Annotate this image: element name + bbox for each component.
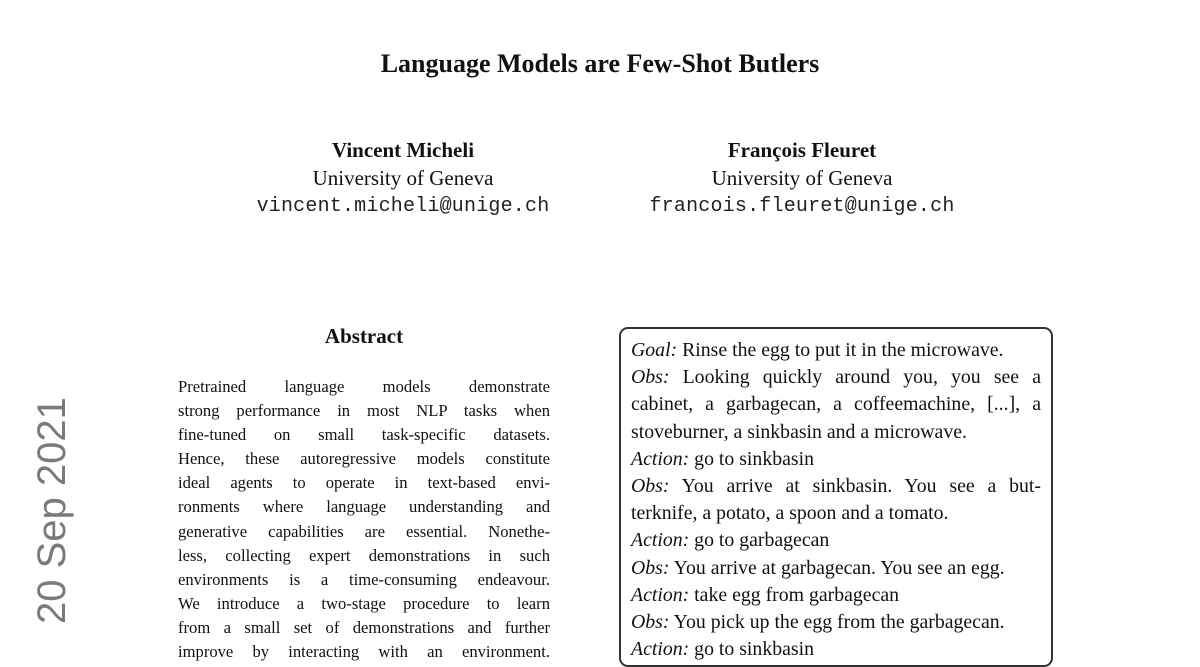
abstract-line: strong performance in most NLP tasks when xyxy=(178,401,550,421)
trace-text: stoveburner, a sinkbasin and a microwave. xyxy=(631,420,967,443)
trace-label: Action: xyxy=(631,638,690,661)
author-name: François Fleuret xyxy=(727,138,877,162)
author-email: francois.fleuret@unige.ch xyxy=(649,195,955,218)
trace-line xyxy=(631,527,1041,554)
trace-label: Goal: xyxy=(631,339,678,361)
trace-text: Looking quickly around you, you see a xyxy=(669,366,1041,389)
abstract-line: environments is a time-consuming endeavour. xyxy=(178,569,550,589)
trace-text: You pick up the egg from the garbagecan. xyxy=(669,611,1005,634)
trace-text: take egg from garbagecan xyxy=(689,583,900,606)
trace-line xyxy=(631,636,1041,663)
trace-text: You arrive at sinkbasin. You see a but- xyxy=(669,475,1041,498)
example-trace-box xyxy=(619,327,1053,667)
author-email: vincent.micheli@unige.ch xyxy=(256,195,550,218)
trace-text: Rinse the egg to put it in the microwave. xyxy=(677,339,1004,361)
abstract-body xyxy=(178,375,550,664)
trace-line xyxy=(631,555,1041,582)
abstract-line: improve by interacting with an environment. xyxy=(178,642,550,662)
abstract-line: generative capabilities are essential. Nonethe- xyxy=(178,521,550,541)
abstract-line: Pretrained language models demonstrate xyxy=(178,377,550,396)
abstract-line: Hence, these autoregressive models constitute xyxy=(178,449,550,469)
trace-label: Obs: xyxy=(631,475,670,498)
arxiv-date-stamp: 20 Sep 2021 xyxy=(30,397,74,624)
author-affiliation: University of Geneva xyxy=(711,166,893,190)
author-block-2 xyxy=(612,136,992,222)
abstract-line: from a small set of demonstrations and further xyxy=(178,617,550,637)
trace-line xyxy=(631,446,1041,473)
trace-label: Obs: xyxy=(631,611,670,634)
author-block-1 xyxy=(222,136,584,222)
trace-line xyxy=(631,609,1041,636)
trace-text: go to sinkbasin xyxy=(689,638,814,661)
trace-label: Action: xyxy=(631,529,690,552)
abstract-line: ronments where language understanding and xyxy=(178,497,550,517)
trace-text: go to garbagecan xyxy=(689,529,830,552)
abstract-line: less, collecting expert demonstrations in such xyxy=(178,545,550,565)
trace-label: Action: xyxy=(631,583,690,606)
abstract-heading: Abstract xyxy=(324,324,404,348)
trace-label: Obs: xyxy=(631,556,670,579)
trace-text: cabinet, a garbagecan, a coffeemachine, [...], a xyxy=(631,393,1041,416)
author-affiliation: University of Geneva xyxy=(312,166,494,190)
trace-line xyxy=(631,500,1041,527)
abstract-line: ideal agents to operate in text-based envi- xyxy=(178,473,550,493)
abstract-line: We introduce a two-stage procedure to learn xyxy=(178,593,550,613)
trace-line xyxy=(631,391,1041,418)
trace-line xyxy=(631,582,1041,609)
trace-label: Obs: xyxy=(631,366,670,389)
trace-text: go to sinkbasin xyxy=(689,447,814,470)
trace-line xyxy=(631,473,1041,500)
author-name: Vincent Micheli xyxy=(331,138,475,162)
trace-line xyxy=(631,364,1041,391)
trace-text: terknife, a potato, a spoon and a tomato. xyxy=(631,502,949,525)
paper-title: Language Models are Few-Shot Butlers xyxy=(380,49,820,78)
trace-text: You arrive at garbagecan. You see an egg. xyxy=(669,556,1005,579)
trace-line xyxy=(631,337,1041,364)
trace-line xyxy=(631,419,1041,446)
trace-label: Action: xyxy=(631,447,690,470)
abstract-line: fine-tuned on small task-specific datasets. xyxy=(178,425,550,445)
